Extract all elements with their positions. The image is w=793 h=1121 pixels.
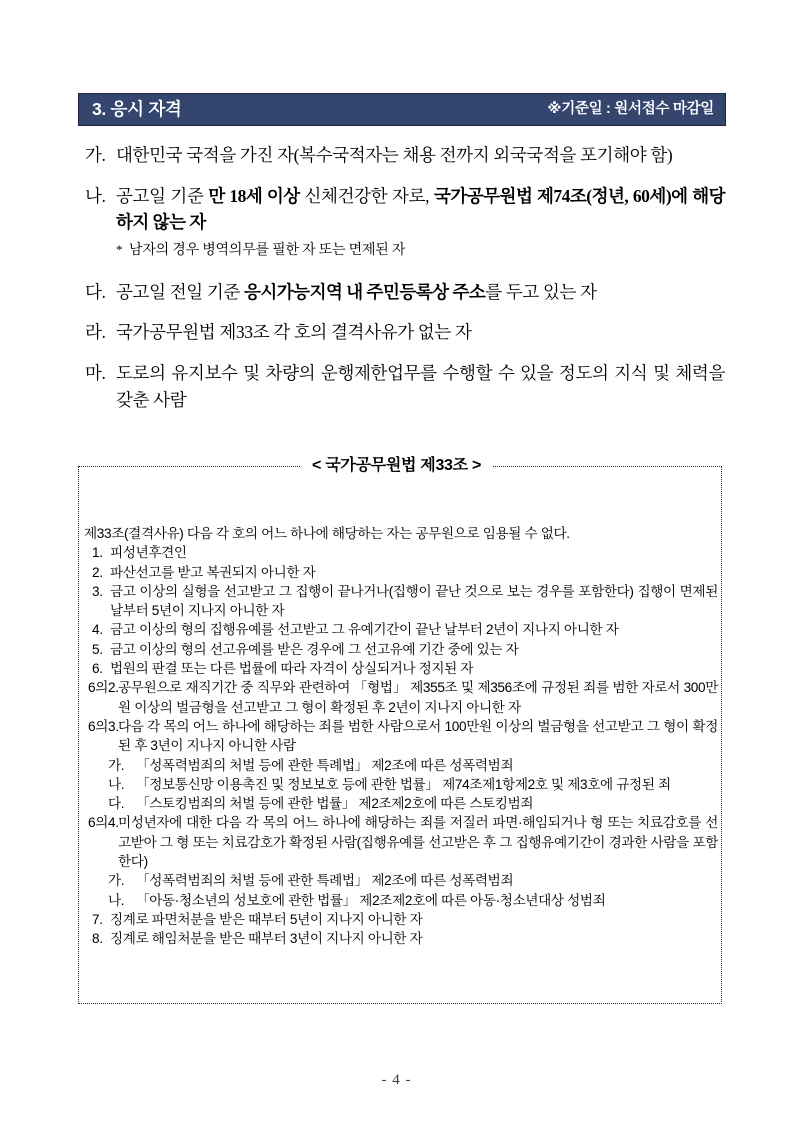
- section-title: 3. 응시 자격: [92, 98, 182, 119]
- law-clause-number: 4.: [92, 622, 103, 638]
- requirement-text: 대한민국 국적을 가진 자(복수국적자는 채용 전까지 외국국적을 포기해야 함): [116, 145, 673, 165]
- law-clause-number: 2.: [92, 564, 103, 580]
- requirement-item: [85, 279, 725, 306]
- law-clause: [84, 678, 718, 717]
- law-subclause-number: 다.: [108, 796, 125, 812]
- law-clause-text: 피성년후견인: [110, 545, 187, 561]
- law-clause: [84, 620, 718, 639]
- requirement-text: 도로의 유지보수 및 차량의 운행제한업무를 수행할 수 있을 정도의 지식 및 체력을 갖춘 사람: [116, 362, 725, 410]
- requirements-list: [85, 142, 725, 427]
- law-subclause-text: 「정보통신망 이용촉진 및 정보보호 등에 관한 법률」 제74조제1항제2호 및 제3호에 규정된 죄: [136, 776, 671, 792]
- law-subclause-number: 가.: [108, 757, 125, 773]
- law-clause-text: 징계로 해임처분을 받은 때부터 3년이 지나지 아니한 자: [110, 931, 423, 947]
- subnote-text: 남자의 경우 병역의무를 필한 자 또는 면제된 자: [129, 242, 406, 258]
- section-header-bar: [78, 93, 726, 126]
- requirement-text-emphasis: 응시가능지역 내 주민등록상 주소: [243, 281, 486, 302]
- law-box-body: [84, 524, 718, 949]
- law-clause: [84, 717, 718, 756]
- law-clause-number: 5.: [92, 641, 103, 657]
- requirement-item: [85, 183, 725, 236]
- law-subclause-number: 나.: [108, 776, 125, 792]
- law-clause: [84, 563, 718, 582]
- law-box-title: < 국가공무원법 제33조 >: [300, 455, 493, 477]
- law-clause-text: 법원의 판결 또는 다른 법률에 따라 자격이 상실되거나 정지된 자: [110, 661, 474, 677]
- law-subclause: [84, 891, 718, 910]
- requirement-marker: 다.: [85, 281, 106, 302]
- requirement-text: 신체건강한 자로,: [299, 185, 434, 206]
- requirement-text-emphasis: 국가공무원법 제74조(정년, 60세)에 해당하지 않는 자: [116, 185, 726, 233]
- law-clause: [84, 929, 718, 948]
- law-clause-text: 공무원으로 재직기간 중 직무와 관련하여 「형법」 제355조 및 제356조에 규정된 죄를 범한 자로서 300만원 이상의 벌금형을 선고받고 그 형이 확정된 후 2년이 지나지 아니한 자: [118, 680, 718, 715]
- requirement-item: [85, 319, 725, 346]
- section-header-note: ※기준일 : 원서접수 마감일: [547, 101, 714, 118]
- requirement-text: 공고일 전일 기준: [116, 281, 244, 302]
- requirement-item: [85, 142, 725, 169]
- law-clause-number: 7.: [92, 911, 103, 927]
- law-clause-text: 징계로 파면처분을 받은 때부터 5년이 지나지 아니한 자: [110, 911, 423, 927]
- law-subclause-text: 「성폭력범죄의 처벌 등에 관한 특례법」 제2조에 따른 성폭력범죄: [136, 873, 514, 889]
- requirement-item: [85, 360, 725, 413]
- requirement-marker: 나.: [85, 185, 106, 206]
- law-clause: [84, 813, 718, 871]
- law-clause-text: 다음 각 목의 어느 하나에 해당하는 죄를 범한 사람으로서 100만원 이상의 벌금형을 선고받고 그 형이 확정된 후 3년이 지나지 아니한 사람: [118, 718, 718, 754]
- law-clause-number: 6의3.: [88, 718, 119, 734]
- law-subclause-number: 나.: [108, 892, 125, 908]
- law-clause-number: 3.: [92, 583, 103, 599]
- law-clause-number: 6의4.: [88, 815, 119, 831]
- law-clause-text: 금고 이상의 형의 선고유예를 받은 경우에 그 선고유예 기간 중에 있는 자: [110, 641, 519, 657]
- requirement-text-emphasis: 만 18세 이상: [208, 185, 300, 206]
- page-number: - 4 -: [381, 1072, 412, 1088]
- requirement-text: 공고일 기준: [116, 185, 209, 206]
- law-subclause-text: 「성폭력범죄의 처벌 등에 관한 특례법」 제2조에 따른 성폭력범죄: [136, 757, 514, 773]
- law-clause: [84, 640, 718, 659]
- requirement-text: 를 두고 있는 자: [485, 281, 597, 302]
- law-clause-number: 6.: [92, 661, 103, 677]
- requirement-marker: 마.: [85, 362, 106, 383]
- law-clause-text: 미성년자에 대한 다음 각 목의 어느 하나에 해당하는 죄를 저질러 파면·해임되거나 형 또는 치료감호를 선고받아 그 형 또는 치료감호가 확정된 사람(집행유예를 선고받은 후 그 집행유예기간이 경과한 사람을 포함한다): [118, 815, 718, 870]
- requirement-subnote: [85, 240, 725, 261]
- requirement-marker: 가.: [85, 145, 106, 165]
- law-lead-text: 제33조(결격사유) 다음 각 호의 어느 하나에 해당하는 자는 공무원으로 임용될 수 없다.: [84, 526, 570, 541]
- law-clause-number: 1.: [92, 545, 103, 561]
- law-clause: [84, 543, 718, 562]
- law-clause: [84, 910, 718, 929]
- law-clause-number: 8.: [92, 931, 103, 947]
- law-clause-text: 파산선고를 받고 복권되지 아니한 자: [110, 564, 316, 580]
- subnote-marker: *: [116, 241, 123, 257]
- law-subclause: [84, 871, 718, 890]
- law-subclause-text: 「스토킹범죄의 처벌 등에 관한 법률」 제2조제2호에 따른 스토킹범죄: [136, 796, 534, 812]
- law-subclause-text: 「아동·청소년의 성보호에 관한 법률」 제2조제2호에 따른 아동·청소년대상 성범죄: [136, 892, 606, 908]
- law-clause-text: 금고 이상의 형의 집행유예를 선고받고 그 유예기간이 끝난 날부터 2년이 지나지 아니한 자: [110, 622, 619, 638]
- law-subclause: [84, 775, 718, 794]
- law-clause-text: 금고 이상의 실형을 선고받고 그 집행이 끝나거나(집행이 끝난 것으로 보는 경우를 포함한다) 집행이 면제된 날부터 5년이 지나지 아니한 자: [110, 583, 718, 619]
- law-subclause-number: 가.: [108, 873, 125, 889]
- law-clause-number: 6의2.: [88, 680, 119, 696]
- requirement-marker: 라.: [85, 322, 106, 343]
- law-subclause: [84, 756, 718, 775]
- law-clause: [84, 659, 718, 678]
- requirement-text: 국가공무원법 제33조 각 호의 결격사유가 없는 자: [116, 322, 472, 343]
- law-clause: [84, 582, 718, 621]
- law-subclause: [84, 794, 718, 813]
